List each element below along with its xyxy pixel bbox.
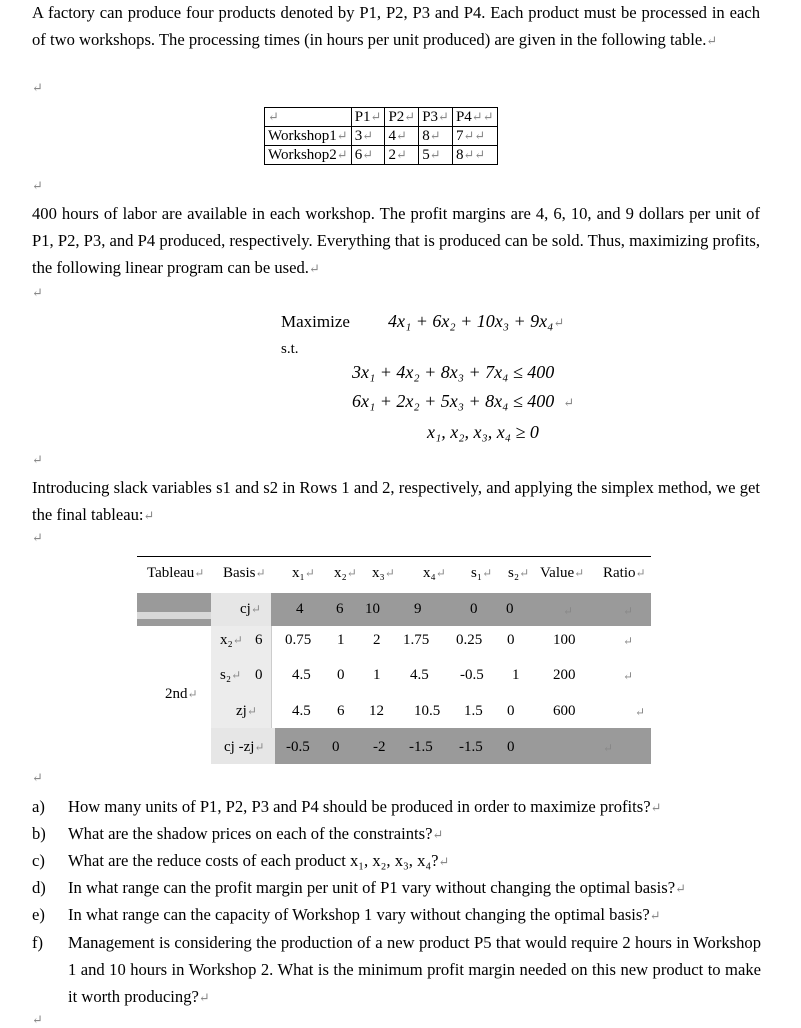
cj-value: 9	[414, 601, 422, 617]
zj-objective-value: 600	[553, 703, 576, 719]
zj-value: 1.5	[464, 703, 483, 719]
header-x1: x₁	[292, 565, 305, 581]
question-text: In what range can the capacity of Workshop 1 vary without changing the optimal basis?	[68, 905, 650, 924]
final-tableau: Tableau↵ Basis↵ x₁↵ x₂↵ x₃↵ x₄↵ s₁↵ s₂↵ Value↵ Ratio↵ cj↵ 4 6 10 9 0 0 ↵ ↵ 2nd↵ x₂↵ 6 0.75 1 2 1.75 0.25 0 100 ↵ s₂↵ 0 4.5 0 1 4.5 -0.5 1 200 ↵ zj↵ 4.5 6 12 10.5 1.5 0 600 ↵ cj -zj↵ -0.5 0 -2 -1.5 -1.5 0 ↵	[137, 556, 651, 764]
cell-value: 2	[373, 632, 381, 648]
table-row: Workshop1↵ 3↵ 4↵ 8↵ 7↵↵	[265, 127, 498, 146]
table-row: Workshop2↵ 6↵ 2↵ 5↵ 8↵↵	[265, 146, 498, 165]
intro-paragraph: A factory can produce four products denoted by P1, P2, P3 and P4. Each product must be processed in each of two workshops. The processing times (in hours per unit produced) are given in the following table.↵	[32, 3, 760, 49]
row-value: 200	[553, 667, 576, 683]
return-mark-icon: ↵	[32, 1012, 43, 1027]
row-value: 100	[553, 632, 576, 648]
constraint-workshop1: 3x₁ + 4x₂ + 8x₃ + 7x₄ ≤ 400	[352, 362, 555, 382]
return-mark-icon: ↵	[32, 80, 43, 95]
question-label: b)	[32, 824, 46, 843]
table-header-row: ↵ P1↵ P2↵ P3↵ P4↵↵	[265, 108, 498, 127]
processing-times-table	[264, 107, 498, 165]
question-label: f)	[32, 933, 44, 952]
cj-row-divider	[137, 612, 211, 619]
zj-value: 10.5	[414, 703, 441, 719]
question-text: Management is considering the production of a new product P5 that would require 2 hours in Workshop 1 and 10 hours in Workshop 2. What is the minimum profit margin needed on this new product to make it worth producing?	[68, 933, 761, 1006]
cj-value: 0	[506, 601, 514, 617]
header-s2: s₂	[508, 565, 520, 581]
cjzj-value: 0	[332, 739, 340, 755]
cj-value: 6	[336, 601, 344, 617]
zj-label: zj↵	[236, 703, 257, 719]
maximize-label: Maximize	[281, 312, 350, 331]
cjzj-value: -1.5	[409, 739, 433, 755]
zj-value: 0	[507, 703, 515, 719]
question-label: c)	[32, 851, 45, 870]
question-text: What are the reduce costs of each product x₁, x₂, x₃, x₄?	[68, 851, 439, 870]
constraint-workshop2: 6x₁ + 2x₂ + 5x₃ + 8x₄ ≤ 400 ↵	[352, 391, 575, 411]
cell-value: 0.25	[456, 632, 483, 648]
cell-value: 4.5	[292, 667, 311, 683]
return-mark-icon: ↵	[32, 178, 43, 193]
cell-value: 4.5	[410, 667, 429, 683]
question-label: a)	[32, 797, 45, 816]
basis-column-divider	[271, 626, 272, 728]
header-value: Value	[540, 565, 575, 581]
cb-s2: 0	[255, 667, 263, 683]
return-mark-icon: ↵	[32, 770, 43, 785]
return-mark-icon: ↵	[32, 452, 43, 467]
cell-value: 1	[373, 667, 381, 683]
constraint-nonnegativity: x₁, x₂, x₃, x₄ ≥ 0	[427, 422, 539, 442]
header-x2: x₂	[334, 565, 347, 581]
zj-value: 12	[369, 703, 384, 719]
cell-value: 0.75	[285, 632, 312, 648]
cj-value: 10	[365, 601, 380, 617]
cjzj-value: -0.5	[286, 739, 310, 755]
question-text: In what range can the profit margin per unit of P1 vary without changing the optimal basis?	[68, 878, 676, 897]
basis-s2: s₂↵	[220, 667, 242, 683]
cj-label: cj↵	[240, 601, 261, 617]
question-text: How many units of P1, P2, P3 and P4 should be produced in order to maximize profits?	[68, 797, 651, 816]
header-basis: Basis	[223, 565, 256, 581]
cj-value: 0	[470, 601, 478, 617]
cb-x2: 6	[255, 632, 263, 648]
cell-value: 0	[337, 667, 345, 683]
return-mark-icon: ↵	[32, 285, 43, 300]
basis-x2: x₂↵	[220, 632, 243, 648]
tableau-label-2nd: 2nd↵	[165, 686, 198, 702]
question-text: What are the shadow prices on each of the constraints?	[68, 824, 433, 843]
header-x3: x₃	[372, 565, 385, 581]
cjzj-label: cj -zj↵	[224, 739, 265, 755]
subject-to-label: s.t.	[281, 341, 299, 357]
header-tableau: Tableau	[147, 565, 195, 581]
cell-value: 1	[512, 667, 520, 683]
cj-value: 4	[296, 601, 304, 617]
labor-paragraph: 400 hours of labor are available in each workshop. The profit margins are 4, 6, 10, and 9 dollars per unit of P1, P2, P3, and P4 produced, respectively. Everything that is produced can be sold. Thus, maximizing profits, the following linear program can be used.↵	[32, 204, 760, 277]
header-x4: x₄	[423, 565, 436, 581]
zj-value: 4.5	[292, 703, 311, 719]
objective-function: 4x₁ + 6x₂ + 10x₃ + 9x₄↵	[388, 311, 565, 331]
question-label: e)	[32, 905, 45, 924]
cjzj-value: -2	[373, 739, 386, 755]
cell-value: -0.5	[460, 667, 484, 683]
header-s1: s₁	[471, 565, 483, 581]
zj-value: 6	[337, 703, 345, 719]
slack-paragraph: Introducing slack variables s1 and s2 in Rows 1 and 2, respectively, and applying the simplex method, we get the final tableau:↵	[32, 478, 760, 524]
cjzj-value: -1.5	[459, 739, 483, 755]
header-ratio: Ratio	[603, 565, 636, 581]
return-mark-icon: ↵	[706, 33, 718, 48]
cell-value: 0	[507, 632, 515, 648]
cell-value: 1	[337, 632, 345, 648]
cell-value: 1.75	[403, 632, 430, 648]
return-mark-icon: ↵	[32, 530, 43, 545]
cjzj-value: 0	[507, 739, 515, 755]
question-label: d)	[32, 878, 46, 897]
